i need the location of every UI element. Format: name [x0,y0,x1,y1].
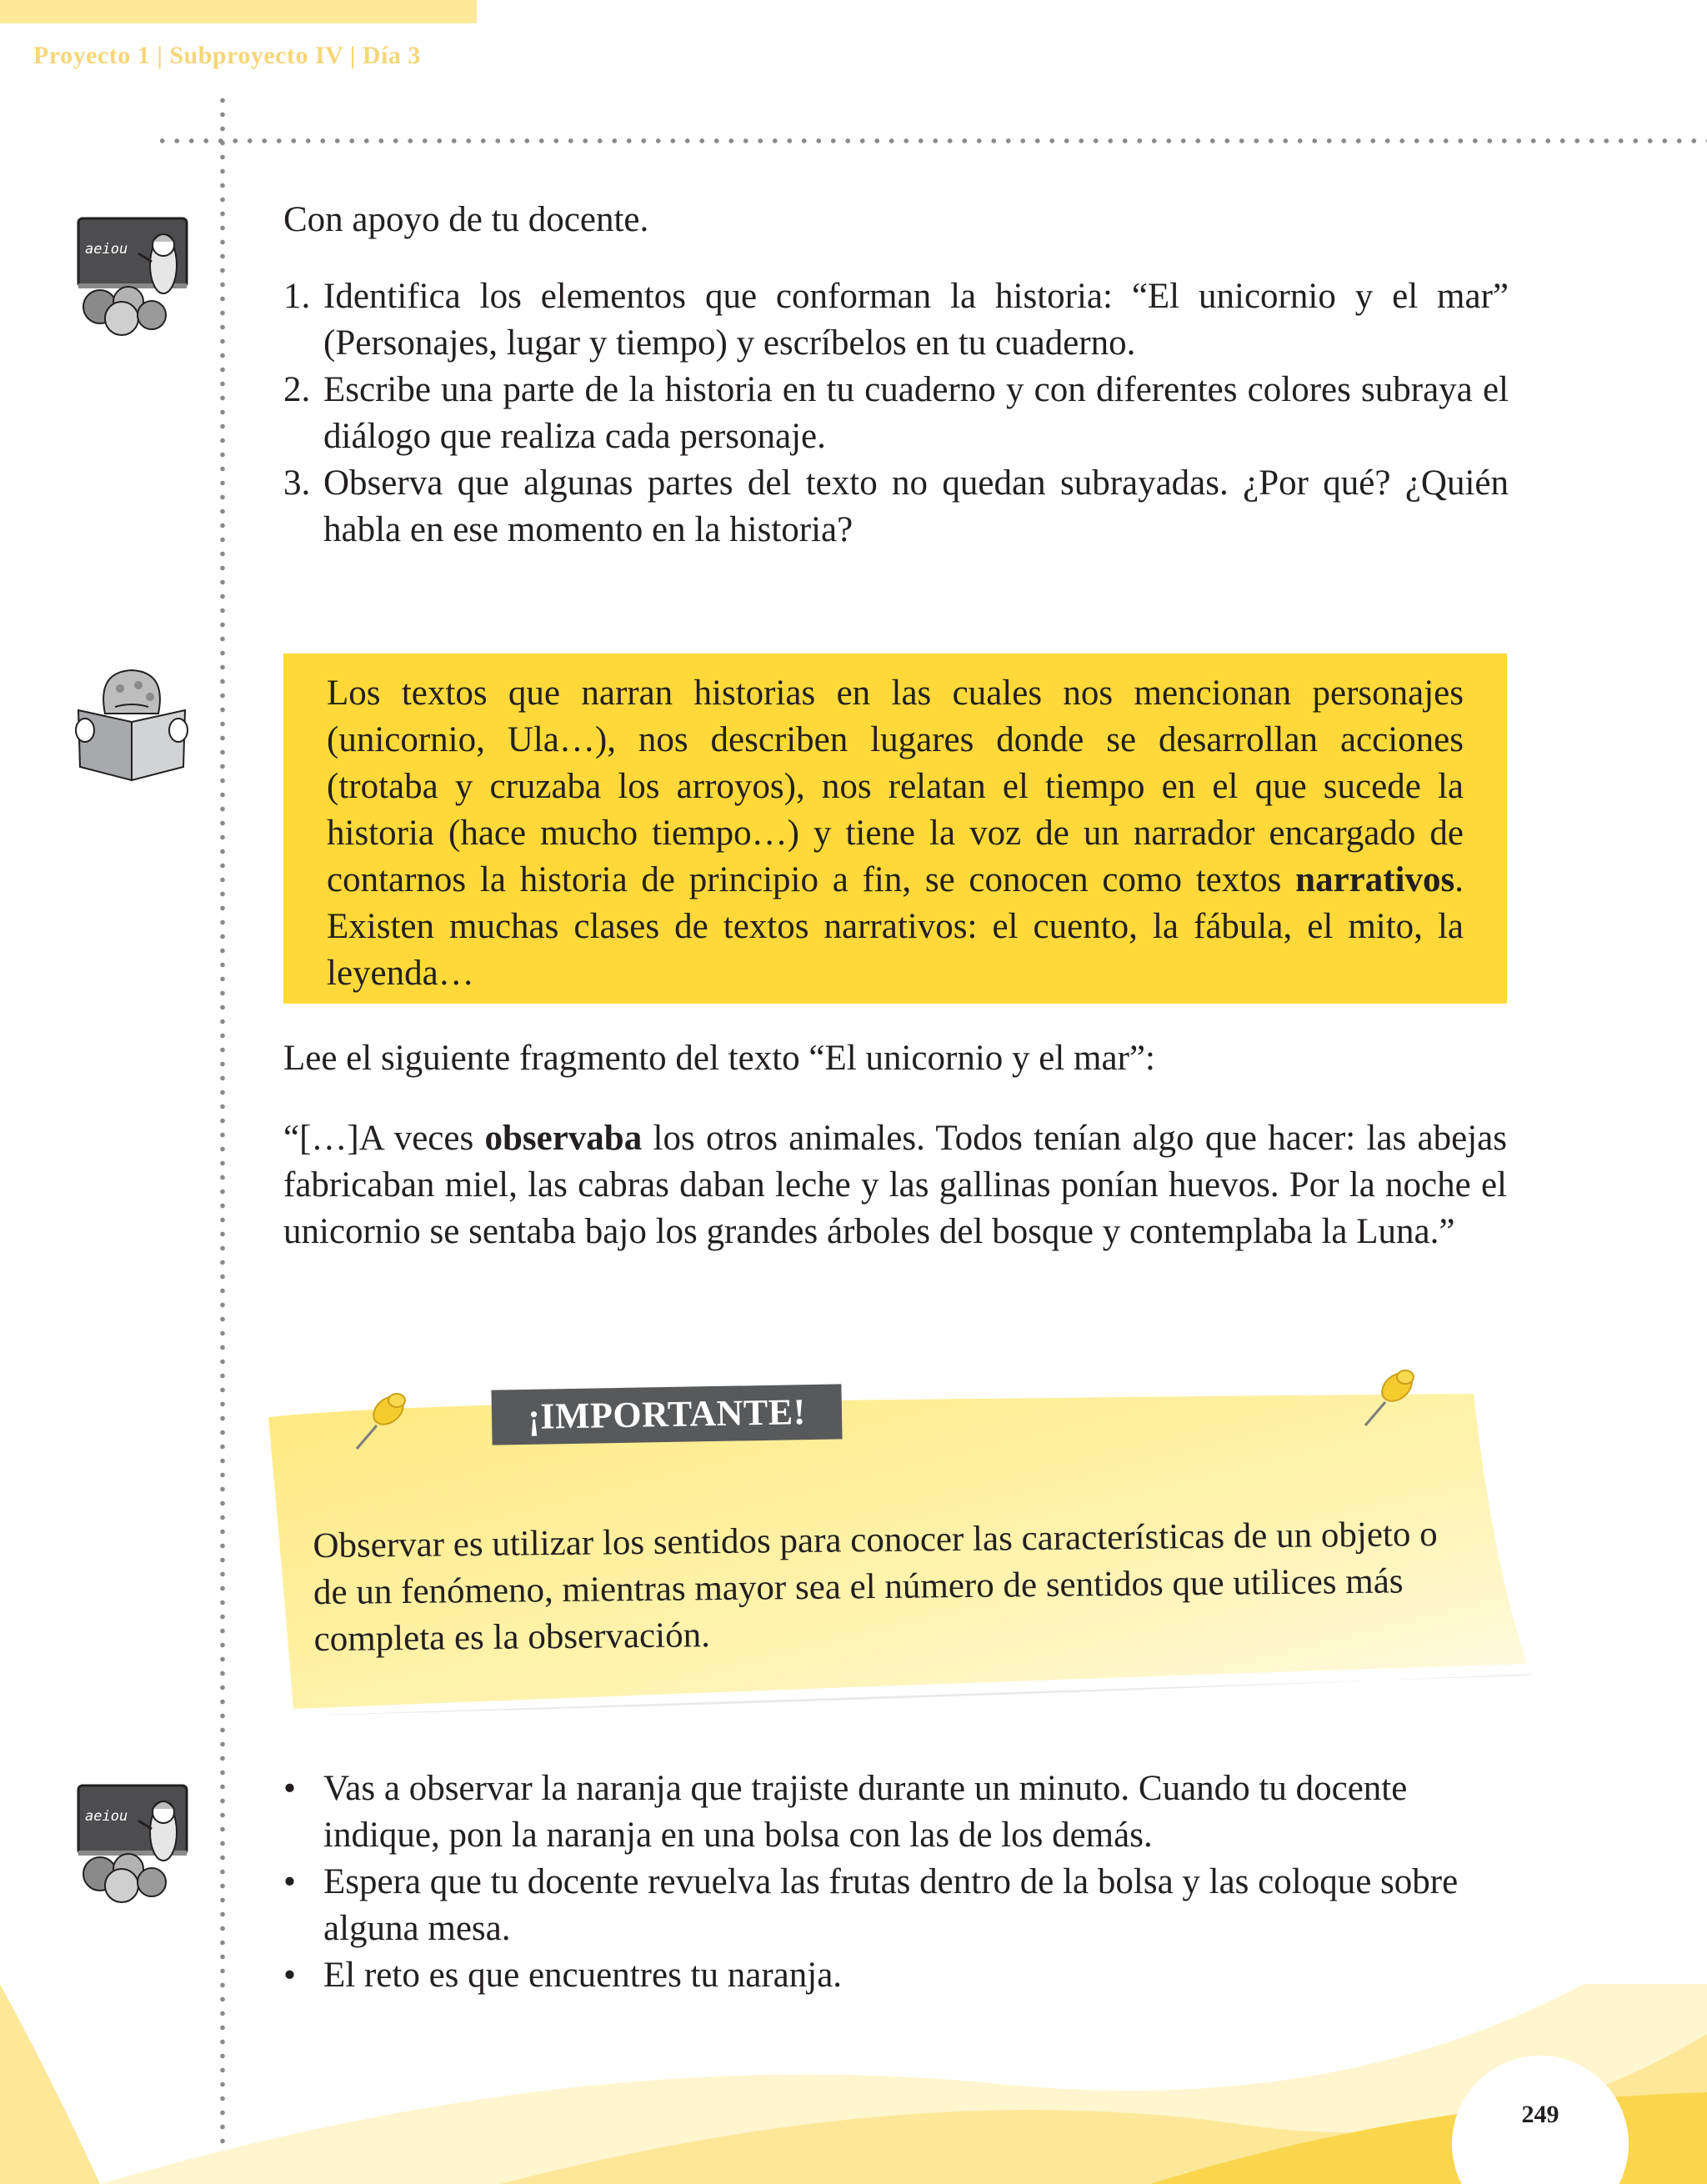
concept-paragraph [327,670,1464,997]
list-item [283,273,1509,367]
item-text: Observa que algunas partes del texto no quedan subrayadas. ¿Por qué? ¿Quién habla en ese momento en la historia? [323,463,1509,549]
important-label: ¡IMPORTANTE! [491,1384,842,1445]
task-list [283,273,1509,554]
item-text: Escribe una parte de la historia en tu cuaderno y con diferentes colores subraya el diálogo que realiza cada personaje. [323,370,1509,456]
bullet: • [283,1956,297,1995]
activity-list [283,1766,1509,1999]
teacher-classroom-icon [72,213,192,338]
concept-text-end: . Existen muchas clases de textos narrativos: el cuento, la fábula, el mito, la leyenda… [327,860,1464,993]
bullet: • [283,1769,297,1808]
list-item [283,367,1509,460]
item-number: 2. [283,370,311,409]
child-reading-book-icon [72,664,192,785]
teacher-classroom-icon [72,1781,192,1906]
important-note-text: Observar es utilizar los sentidos para conocer las características de un objeto o de un fenómeno, mientras mayor sea el número de sentidos que utilices más completa es la observación. [313,1514,1438,1660]
footer-wave-decoration [0,1984,1707,2184]
list-item [283,460,1509,554]
concept-text: Los textos que narran historias en las cuales nos mencionan personajes (unicornio, Ula…), nos describen lugares donde se desarrollan acciones (trotaba y cruzaba los arroyos), nos relatan el tiempo en el que sucede la historia (hace mucho tiempo…) y tiene la voz de un narrador encargado de contarnos la historia de principio a fin, se conocen como textos [327,674,1464,899]
page-number: 249 [1521,2101,1559,2128]
list-item [283,1766,1509,1859]
breadcrumb: Proyecto 1 | Subproyecto IV | Día 3 [33,42,421,69]
pushpin-icon [348,1387,415,1455]
item-text: Espera que tu docente revuelva las frutas dentro de la bolsa y las coloque sobre alguna mesa. [323,1862,1459,1948]
item-text: Vas a observar la naranja que trajiste durante un minuto. Cuando tu docente indique, pon la naranja en una bolsa con las de los demás. [323,1769,1408,1855]
pushpin-icon [1357,1364,1424,1432]
quote-rest: los otros animales. Todos tenían algo que hacer: las abejas fabricaban miel, las cabras daban leche y las gallinas ponían huevos. Por la noche el unicornio se sentaba bajo los grandes árboles del bosque y contemplaba la Luna.” [283,1119,1507,1251]
item-text: El reto es que encuentres tu naranja. [323,1956,843,1995]
quote-start: “[…]A veces [283,1119,485,1158]
top-accent-bar [0,0,477,23]
vertical-dotted-divider [220,93,225,2184]
item-number: 1. [283,277,311,316]
list-item [283,1859,1509,1952]
quote-key-word: observaba [484,1119,643,1158]
bullet: • [283,1862,297,1901]
narrative-text-concept-box [283,654,1507,1004]
reading-intro: Lee el siguiente fragmento del texto “El unicornio y el mar”: [283,1039,1155,1078]
board-text: aeiou [85,241,128,258]
item-number: 3. [283,463,311,503]
section-intro: Con apoyo de tu docente. [283,200,649,239]
story-quote [283,1115,1507,1255]
item-text: Identifica los elementos que conforman la historia: “El unicornio y el mar” (Personajes, lugar y tiempo) y escríbelos en tu cuaderno. [323,277,1509,363]
concept-key-term: narrativos [1295,860,1455,899]
board-text: aeiou [85,1808,128,1825]
horizontal-dotted-divider [155,138,1707,143]
